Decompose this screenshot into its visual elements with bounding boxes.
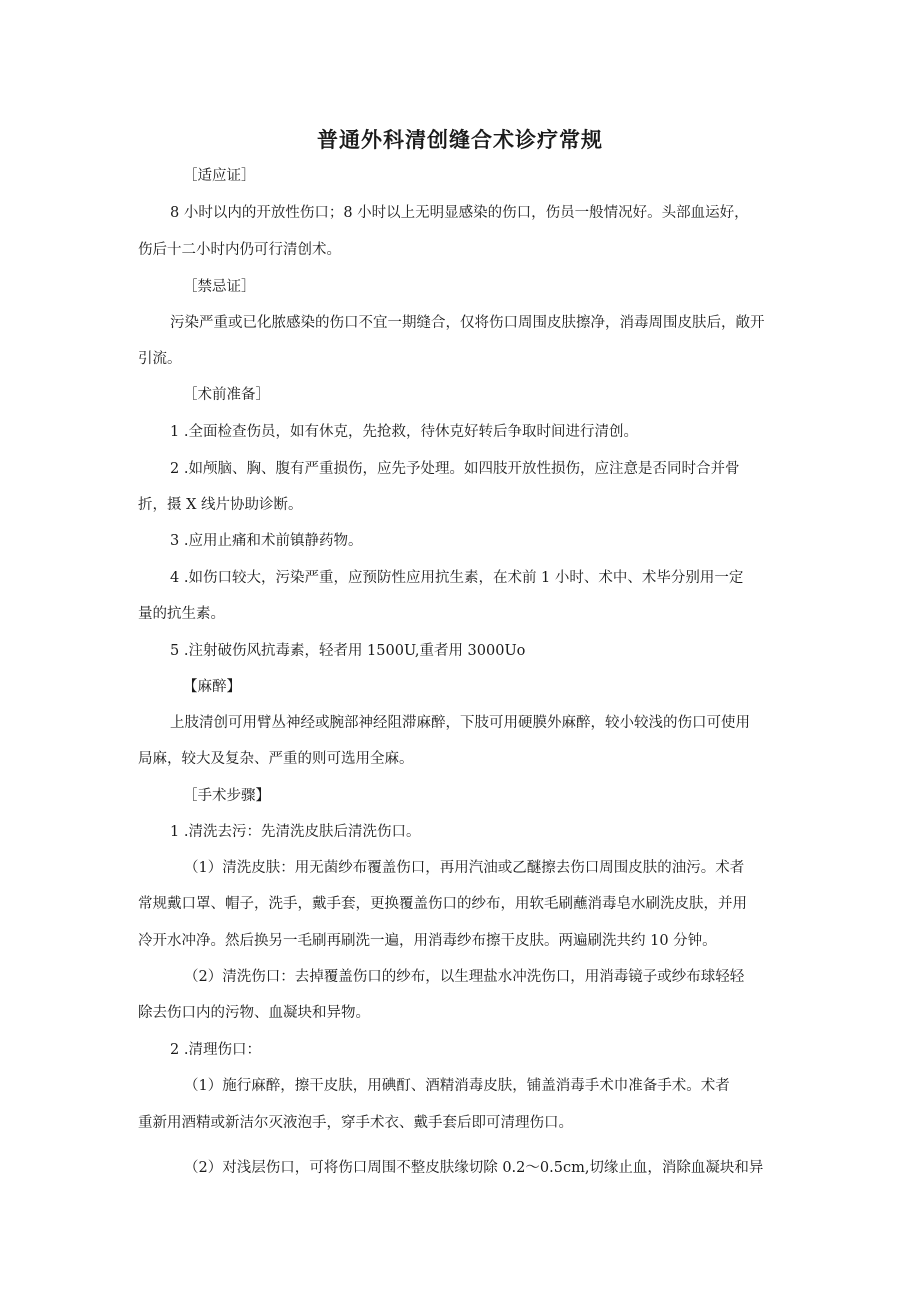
contraindications-line-1: 污染严重或已化脓感染的伤口不宜一期缝合，仅将伤口周围皮肤擦净，消毒周围皮肤后，敞开: [170, 315, 765, 331]
steps-line-4: 冷开水冲净。然后换另一毛刷再刷洗一遍，用消毒纱布擦干皮肤。两遍刷洗共约 10 分钟。: [138, 933, 717, 949]
indications-heading: ［适应证］: [183, 168, 256, 184]
preparation-item-5: 5 .注射破伤风抗毒素，轻者用 1500U,重者用 3000Uo: [170, 643, 526, 659]
anesthesia-line-2: 局麻，较大及复杂、严重的则可选用全麻。: [138, 751, 414, 767]
indications-line-2: 伤后十二小时内仍可行清创术。: [138, 242, 341, 258]
anesthesia-heading: 【麻醉】: [183, 679, 241, 695]
preparation-item-4-line-1: 4 .如伤口较大，污染严重，应预防性应用抗生素，在术前 1 小时、术中、术毕分别用一定: [170, 570, 744, 586]
steps-line-2: （1）清洗皮肤：用无菌纱布覆盖伤口，再用汽油或乙醚擦去伤口周围皮肤的油污。术者: [184, 860, 745, 876]
steps-line-8: （1）施行麻醉，擦干皮肤，用碘酊、酒精消毒皮肤，铺盖消毒手术巾准备手术。术者: [184, 1078, 730, 1094]
steps-line-3: 常规戴口罩、帽子，洗手，戴手套，更换覆盖伤口的纱布，用软毛刷蘸消毒皂水刷洗皮肤，并用: [138, 896, 747, 912]
preparation-item-4-line-2: 量的抗生素。: [138, 606, 225, 622]
steps-line-5: （2）清洗伤口：去掉覆盖伤口的纱布，以生理盐水冲洗伤口，用消毒镜子或纱布球轻轻: [184, 969, 745, 985]
steps-heading: ［手术步骤】: [183, 788, 270, 804]
preparation-item-2-line-2: 折，摄 X 线片协助诊断。: [138, 497, 303, 513]
contraindications-line-2: 引流。: [138, 351, 182, 367]
contraindications-heading: ［禁忌证］: [183, 279, 256, 295]
preparation-item-1: 1 .全面检查伤员，如有休克，先抢救，待休克好转后争取时间进行清创。: [170, 424, 638, 440]
steps-line-7: 2 .清理伤口：: [170, 1042, 261, 1058]
preparation-heading: ［术前准备］: [183, 387, 270, 403]
document-title: 普通外科清创缝合术诊疗常规: [317, 128, 603, 152]
steps-line-6: 除去伤口内的污物、血凝块和异物。: [138, 1005, 370, 1021]
steps-line-9: 重新用酒精或新洁尔灭液泡手，穿手术衣、戴手套后即可清理伤口。: [138, 1115, 573, 1131]
preparation-item-2-line-1: 2 .如颅脑、胸、腹有严重损伤，应先予处理。如四肢开放性损伤，应注意是否同时合并骨: [170, 461, 740, 477]
preparation-item-3: 3 .应用止痛和术前镇静药物。: [170, 533, 363, 549]
steps-line-1: 1 .清洗去污：先清洗皮肤后清洗伤口。: [170, 824, 421, 840]
indications-line-1: 8 小时以内的开放性伤口；8 小时以上无明显感染的伤口，伤员一般情况好。头部血运好，: [170, 205, 749, 221]
steps-line-10: （2）对浅层伤口，可将伤口周围不整皮肤缘切除 0.2～0.5cm,切缘止血，消除血凝块和异: [184, 1160, 764, 1176]
anesthesia-line-1: 上肢清创可用臂丛神经或腕部神经阻滞麻醉，下肢可用硬膜外麻醉，较小较浅的伤口可使用: [170, 715, 750, 731]
